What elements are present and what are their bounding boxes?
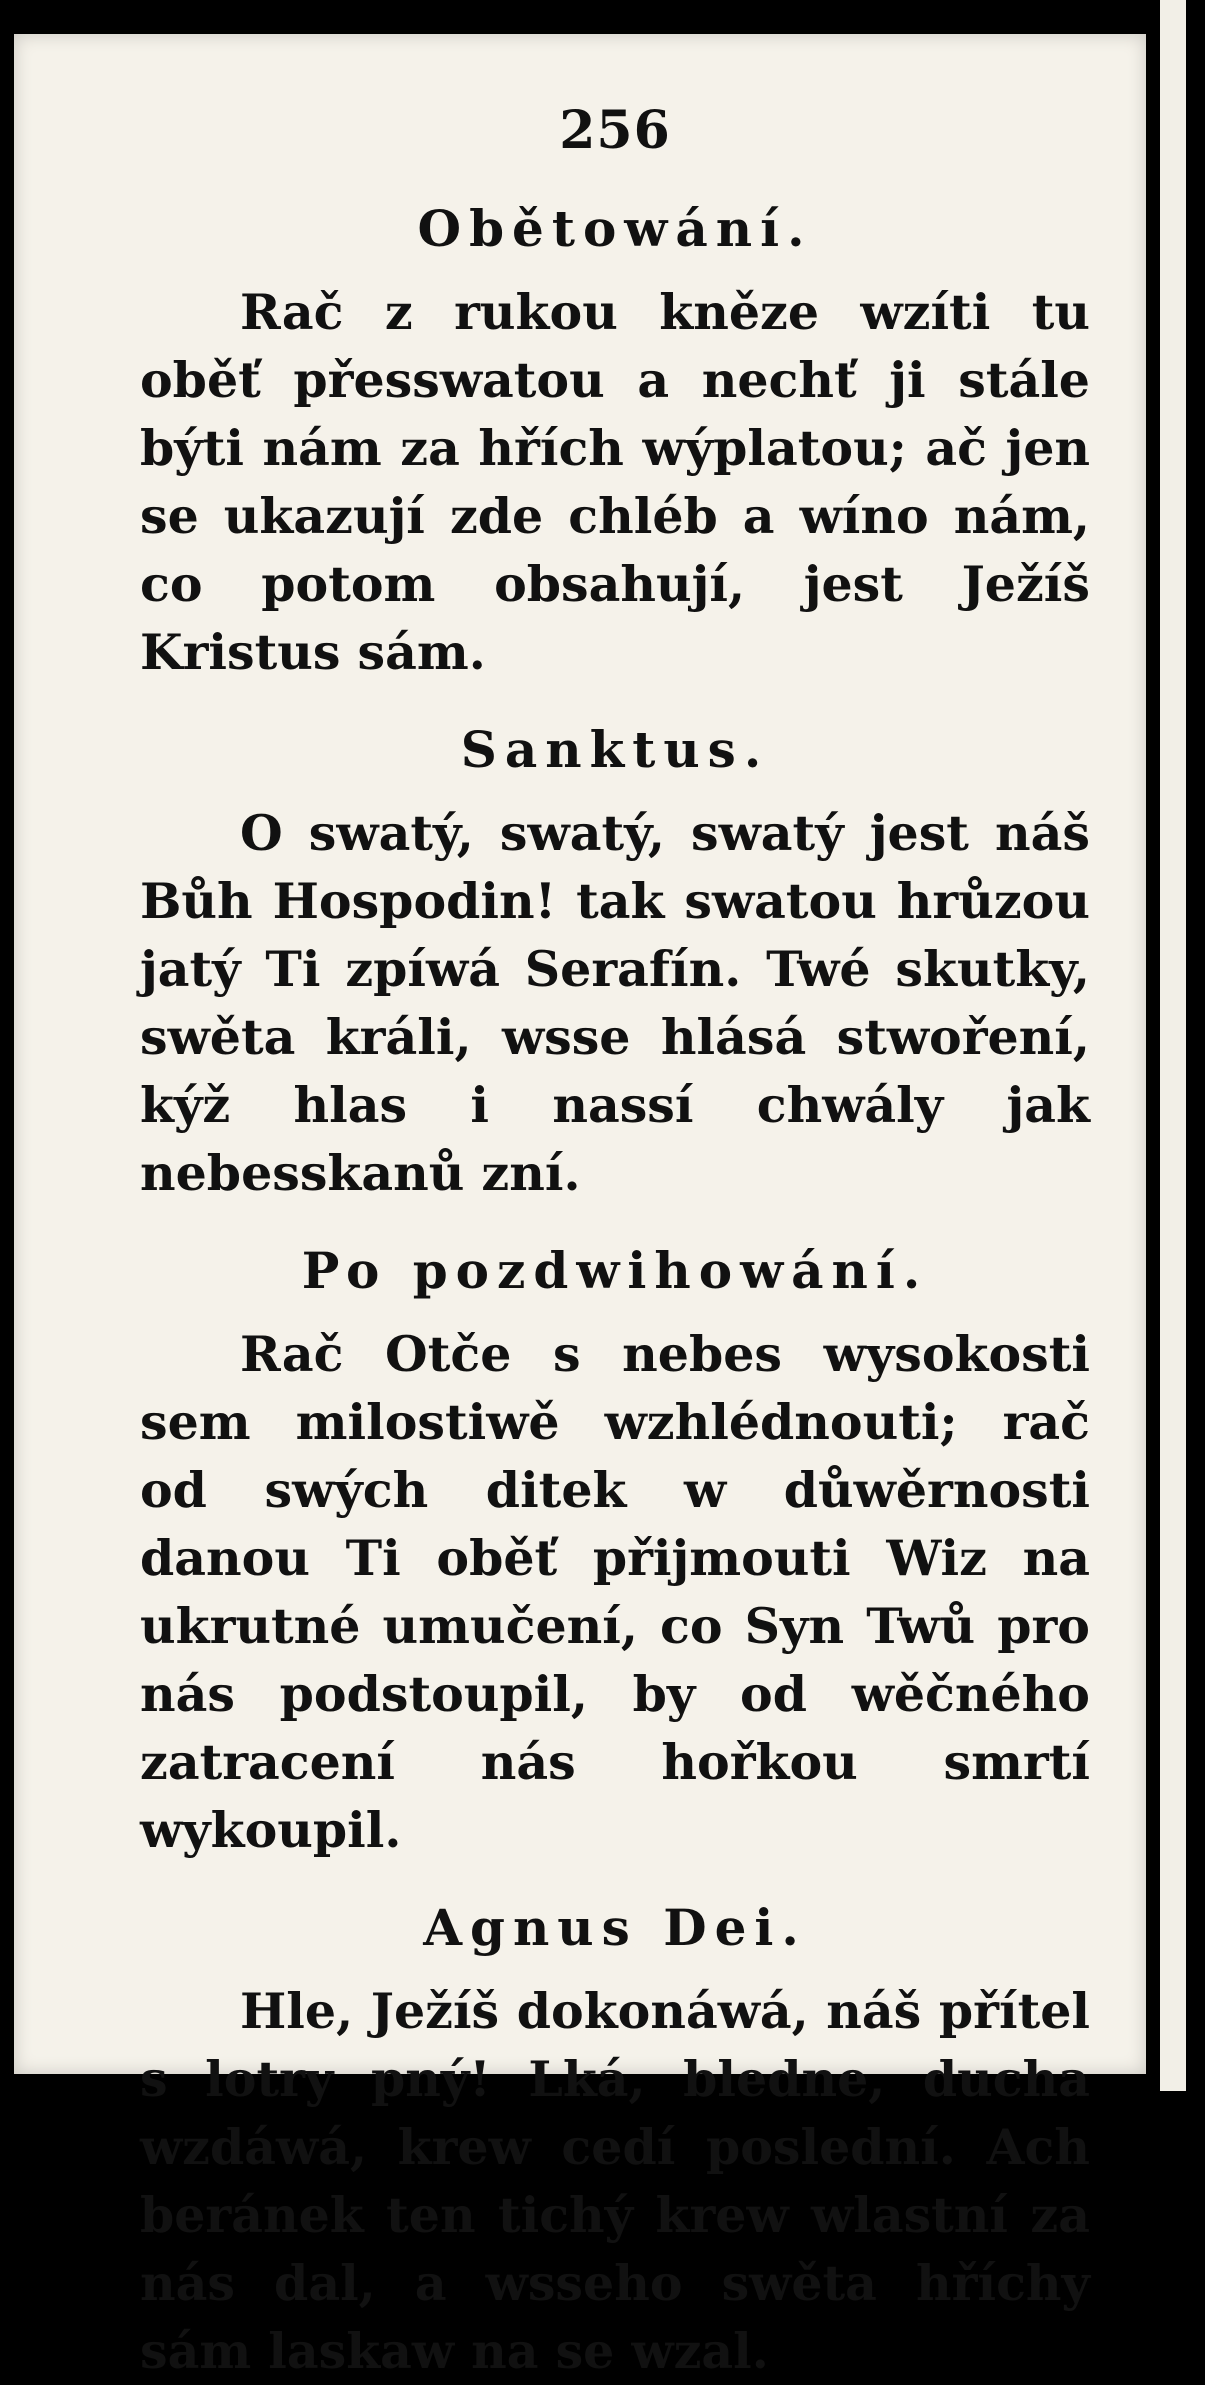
section-heading-sanktus: Sanktus. [460, 720, 770, 779]
adjacent-page-edge [1160, 0, 1186, 2091]
section-text-sanktus: O swatý, swatý, swatý jest náš Bůh Hospodin! tak swatou hrůzou jatý Ti zpíwá Serafín. Twé skutky, swěta králi, wsse hlásá stwoření, kýž hlas i nassí chwály jak nebesskanů zní. [140, 804, 1090, 1202]
page-number: 256 [559, 100, 671, 161]
section-heading-obetowani: Obětowání. [417, 199, 813, 258]
page-content [140, 70, 1090, 2385]
section-text-agnus-dei: Hle, Ježíš dokonáwá, náš přítel s lotry pný! Lká, bledne, ducha wzdáwá, krew cedí poslední. Ach beránek ten tichý krew wlastní za nás dal, a wsseho swěta hříchy sám laskaw na se wzal. [140, 1982, 1090, 2380]
section-heading-po-pozdwihowani: Po pozdwihowání. [301, 1241, 929, 1300]
section-text-po-pozdwihowani: Rač Otče s nebes wysokosti sem milostiwě wzhlédnouti; rač od swých ditek w důwěrnosti danou Ti oběť přijmouti Wiz na ukrutné umučení, co Syn Twů pro nás podstoupil, by od wěčného zatracení nás hořkou smrtí wykoupil. [140, 1325, 1090, 1859]
section-text-obetowani: Rač z rukou kněze wzíti tu oběť přesswatou a nechť ji stále býti nám za hřích wýplatou; ač jen se ukazují zde chléb a wíno nám, co potom obsahují, jest Ježíš Kristus sám. [140, 283, 1090, 681]
section-heading-agnus-dei: Agnus Dei. [423, 1898, 807, 1957]
